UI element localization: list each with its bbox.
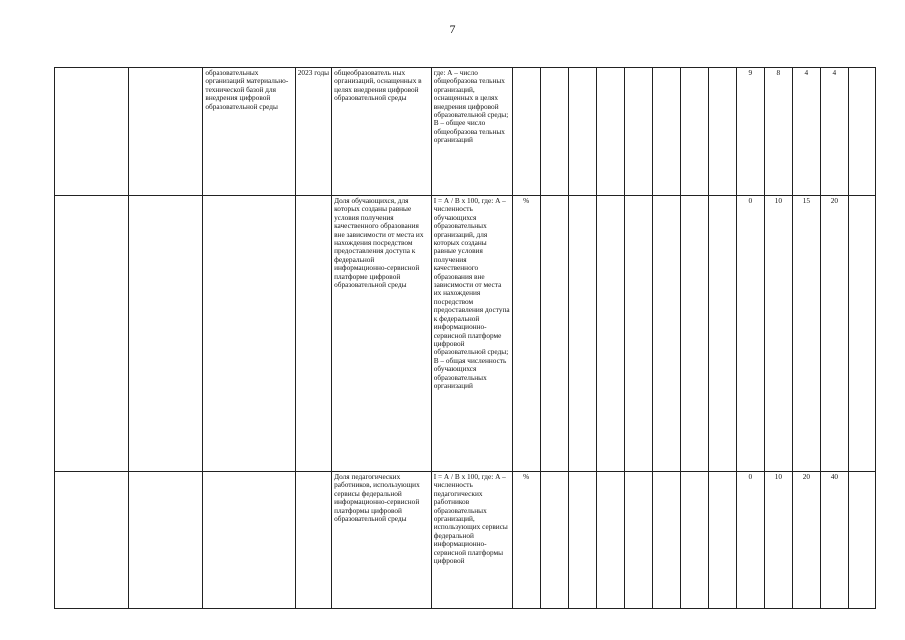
cell-empty <box>596 196 624 472</box>
cell-empty <box>624 68 652 196</box>
cell-period: 2023 годы <box>295 68 331 196</box>
cell-value: 20 <box>792 472 820 609</box>
cell-activity: образовательных организаций материально-технической базой для внедрения цифровой образовательной среды <box>203 68 295 196</box>
cell-formula: I = А / В х 100, где: А – численность обучающихся образовательных организаций, для которых созданы равные условия получения качественного образования вне зависимости от места их нахождения посредством предоставления доступа к федеральной информационно-сервисной платформе цифровой образовательной среды; В – общая численность обучающихся образовательных организаций <box>431 196 512 472</box>
cell-value: 9 <box>736 68 764 196</box>
cell-indicator: общеобразователь ных организаций, оснащенных в целях внедрения цифровой образовательной среды <box>332 68 432 196</box>
cell-empty <box>540 196 568 472</box>
cell-empty <box>624 196 652 472</box>
cell-empty <box>55 68 129 196</box>
cell-value: 15 <box>792 196 820 472</box>
cell-period <box>295 472 331 609</box>
cell-empty <box>652 196 680 472</box>
cell-unit: % <box>512 196 540 472</box>
cell-formula: I = А / В х 100, где: А – численность педагогических работников образовательных организаций, использующих сервисы федеральной информационно-сервисной платформы цифровой <box>431 472 512 609</box>
cell-empty <box>680 472 708 609</box>
indicators-table <box>54 67 876 609</box>
cell-activity <box>203 196 295 472</box>
cell-value: 10 <box>764 472 792 609</box>
cell-value: 40 <box>820 472 848 609</box>
cell-empty <box>55 472 129 609</box>
cell-formula: где: А – число общеобразова тельных организаций, оснащенных в целях внедрения цифровой образовательной среды; В – общее число общеобразова тельных организаций <box>431 68 512 196</box>
cell-empty <box>128 196 203 472</box>
cell-empty <box>624 472 652 609</box>
cell-indicator: Доля педагогических работников, использующих сервисы федеральной информационно-сервисной платформы цифровой образовательной среды <box>332 472 432 609</box>
cell-empty <box>708 472 736 609</box>
cell-value: 0 <box>736 472 764 609</box>
cell-empty <box>848 68 875 196</box>
table-row <box>55 196 876 472</box>
cell-period <box>295 196 331 472</box>
cell-empty <box>568 68 596 196</box>
cell-empty <box>708 196 736 472</box>
cell-activity <box>203 472 295 609</box>
cell-empty <box>540 68 568 196</box>
cell-empty <box>596 472 624 609</box>
cell-value: 4 <box>820 68 848 196</box>
table-row <box>55 472 876 609</box>
cell-empty <box>540 472 568 609</box>
cell-empty <box>652 472 680 609</box>
cell-value: 0 <box>736 196 764 472</box>
cell-empty <box>652 68 680 196</box>
cell-empty <box>128 472 203 609</box>
cell-empty <box>680 68 708 196</box>
cell-empty <box>708 68 736 196</box>
page-number: 7 <box>449 22 456 36</box>
cell-empty <box>55 196 129 472</box>
cell-empty <box>848 196 875 472</box>
cell-unit: % <box>512 472 540 609</box>
cell-empty <box>568 472 596 609</box>
cell-value: 10 <box>764 196 792 472</box>
cell-empty <box>568 196 596 472</box>
cell-empty <box>848 472 875 609</box>
table-row <box>55 68 876 196</box>
cell-value: 20 <box>820 196 848 472</box>
cell-empty <box>680 196 708 472</box>
cell-indicator: Доля обучающихся, для которых созданы равные условия получения качественного образования вне зависимости от места их нахождения посредством предоставления доступа к федеральной информационно-сервисной платформе цифровой образовательной среды <box>332 196 432 472</box>
cell-value: 4 <box>792 68 820 196</box>
cell-empty <box>596 68 624 196</box>
cell-value: 8 <box>764 68 792 196</box>
cell-unit <box>512 68 540 196</box>
cell-empty <box>128 68 203 196</box>
